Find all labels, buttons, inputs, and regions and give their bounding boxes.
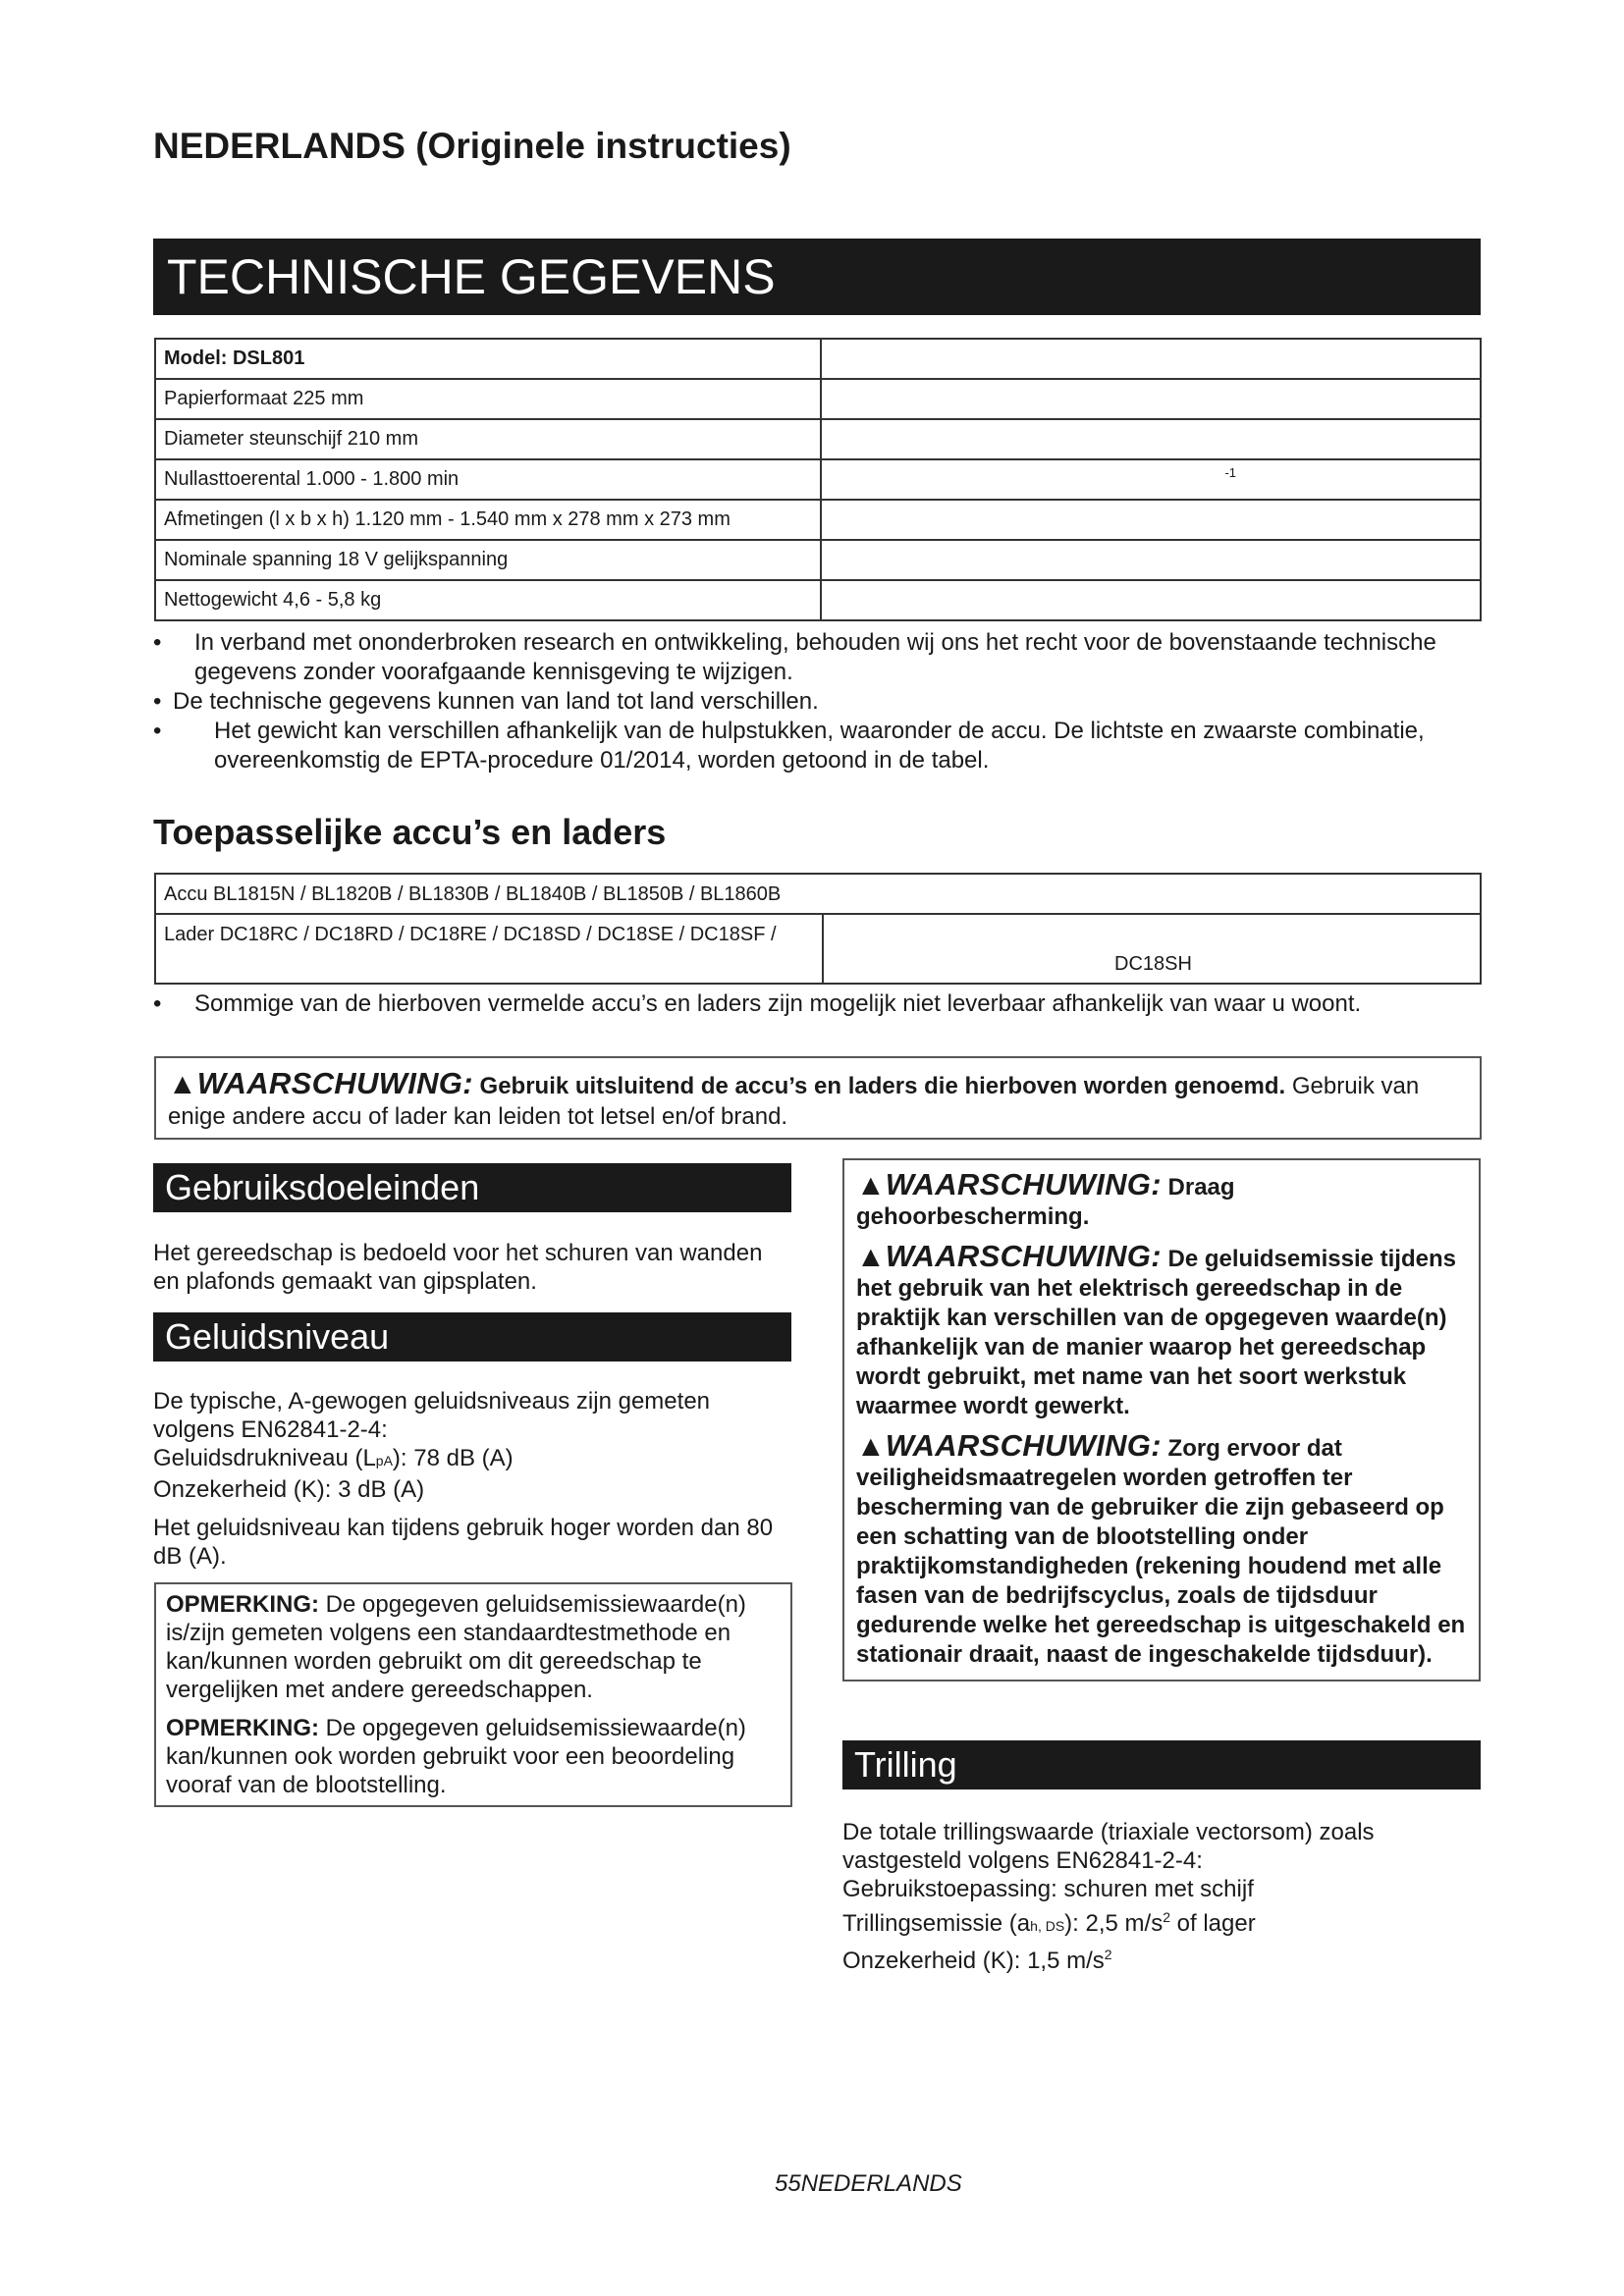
noise-intro: De typische, A-gewogen geluidsniveaus zijn gemeten volgens EN62841-2-4:: [153, 1388, 711, 1443]
noise-warnings: [842, 1158, 1481, 1682]
spec-cell: Nominale spanning 18 V gelijkspanning: [155, 540, 821, 580]
list-item: • De technische gegevens kunnen van land tot land verschillen.: [153, 687, 1481, 717]
spec-cell: Nettogewicht 4,6 - 5,8 kg: [155, 580, 821, 620]
spec-cell: Papierformaat 225 mm: [155, 379, 821, 419]
warning-triangle-icon: ▲: [168, 1068, 197, 1100]
warning-text: Gebruik van enige andere accu of lader kan leiden tot letsel en/of brand.: [168, 1073, 1420, 1130]
warning-bold-text: Gebruik uitsluitend de accu’s en laders die hierboven worden genoemd.: [479, 1073, 1286, 1099]
accu-cell: Accu BL1815N / BL1820B / BL1830B / BL1840B / BL1850B / BL1860B: [155, 874, 1481, 914]
lader-extra: DC18SH: [1114, 953, 1192, 975]
model-cell: Model: DSL801: [155, 339, 821, 379]
noise-pressure: [153, 1444, 782, 1475]
warning-label: WAARSCHUWING:: [885, 1167, 1162, 1201]
warning-triangle-icon: ▲: [856, 1169, 886, 1201]
note-2: [166, 1714, 781, 1799]
vibration-title: Trilling: [842, 1740, 1481, 1789]
language-title: NEDERLANDS (Originele instructies): [153, 126, 791, 166]
emission-label: Trillingsemissie (a: [842, 1910, 1031, 1937]
list-item: • In verband met ononderbroken research en ontwikkeling, behouden wij ons het recht voor de bovenstaande technische gegevens zonder voorafgaande kennisgeving te wijzigen.: [153, 628, 1481, 687]
intended-use-text: Het gereedschap is bedoeld voor het schuren van wanden en plafonds gemaakt van gipsplaten.: [153, 1240, 763, 1295]
emission-sub: h, DS: [1030, 1918, 1065, 1934]
table-row: [155, 914, 1481, 984]
emission-suffix: of lager: [1170, 1910, 1256, 1937]
specs-notes: [153, 628, 1481, 775]
emission-sup: 2: [1163, 1909, 1170, 1925]
specs-table: [154, 338, 1482, 621]
lader-cell: Lader DC18RC / DC18RD / DC18RE / DC18SD / DC18SE / DC18SF /: [155, 914, 823, 984]
note-1-label: OPMERKING:: [166, 1591, 319, 1618]
warning-text: Draag gehoorbescherming.: [856, 1174, 1235, 1230]
noise-pressure-sub: pA: [375, 1453, 393, 1468]
list-item: • Sommige van de hierboven vermelde accu’s en laders zijn mogelijk niet leverbaar afhankelijk van waar u woont.: [153, 989, 1481, 1019]
battery-warning: [154, 1056, 1482, 1140]
noise-block: [153, 1387, 782, 1571]
uncertainty-sup: 2: [1104, 1947, 1112, 1962]
warning-label: WAARSCHUWING:: [885, 1428, 1162, 1463]
noise-notes: [154, 1582, 792, 1807]
note-2-text: De opgegeven geluidsemissiewaarde(n) kan/kunnen ook worden gebruikt voor een beoordeling vooraf van de blootstelling.: [166, 1715, 746, 1798]
specs-title: TECHNISCHE GEGEVENS: [153, 239, 1481, 315]
note-2-label: OPMERKING:: [166, 1715, 319, 1741]
warning-triangle-icon: ▲: [856, 1241, 886, 1273]
table-row: [155, 459, 1481, 500]
noise-pressure-label: Geluidsdrukniveau (L: [153, 1445, 376, 1471]
vibration-intro: De totale trillingswaarde (triaxiale vectorsom) zoals vastgesteld volgens EN62841-2-4:: [842, 1819, 1375, 1874]
warning-label: WAARSCHUWING:: [196, 1066, 473, 1100]
list-item: • Het gewicht kan verschillen afhankelijk van de hulpstukken, waaronder de accu. De lichtste en zwaarste combinatie, overeenkomstig de EPTA-procedure 01/2014, worden getoond in de tabel.: [153, 717, 1481, 775]
table-row: [155, 874, 1481, 914]
batteries-title: Toepasselijke accu’s en laders: [153, 812, 667, 852]
warning-text: De geluidsemissie tijdens het gebruik van het elektrisch gereedschap in de praktijk kan verschillen van de opgegeven waarde(n) afhankelijk van de manier waarop het gereedschap wordt gebruikt, met name van het soort werkstuk waarmee wordt gewerkt.: [856, 1246, 1456, 1419]
noise-higher: Het geluidsniveau kan tijdens gebruik hoger worden dan 80 dB (A).: [153, 1515, 774, 1570]
warning-label: WAARSCHUWING:: [885, 1239, 1162, 1273]
warning-hearing: [856, 1167, 1467, 1232]
warning-safety: [856, 1428, 1467, 1670]
noise-uncertainty: Onzekerheid (K): 3 dB (A): [153, 1476, 425, 1503]
uncertainty-label: Onzekerheid (K): 1,5 m/s: [842, 1948, 1105, 1974]
noise-pressure-value: ): 78 dB (A): [392, 1445, 514, 1471]
page-footer: 55NEDERLANDS: [775, 2170, 962, 2197]
rpm-superscript: -1: [1224, 465, 1236, 480]
table-row: [155, 540, 1481, 580]
table-row: [155, 339, 1481, 379]
vibration-uncertainty: [842, 1941, 1471, 1975]
vibration-mode: Gebruikstoepassing: schuren met schijf: [842, 1876, 1254, 1902]
table-row: [155, 500, 1481, 540]
spec-cell: Afmetingen (l x b x h) 1.120 mm - 1.540 mm x 278 mm x 273 mm: [155, 500, 821, 540]
spec-cell: Diameter steunschijf 210 mm: [155, 419, 821, 459]
vibration-emission: [842, 1903, 1471, 1941]
batteries-notes: [153, 989, 1481, 1019]
table-row: [155, 419, 1481, 459]
noise-title: Geluidsniveau: [153, 1312, 791, 1362]
warning-text: Zorg ervoor dat veiligheidsmaatregelen worden getroffen ter bescherming van de gebruiker die zijn gebaseerd op een schatting van de blootstelling onder praktijkomstandigheden (rekening houdend met alle fasen van de bedrijfscyclus, zoals de tijdsduur gedurende welke het gereedschap is uitgeschakeld en stationair draait, naast de ingeschakelde tijdsduur).: [856, 1435, 1466, 1668]
spec-cell: Nullasttoerental 1.000 - 1.800 min: [155, 459, 821, 500]
note-1-text: De opgegeven geluidsemissiewaarde(n) is/zijn gemeten volgens een standaardtestmethode en kan/kunnen worden gebruikt om dit gereedschap te vergelijken met andere gereedschappen.: [166, 1591, 746, 1703]
batteries-table: [154, 873, 1482, 985]
emission-value: ): 2,5 m/s: [1064, 1910, 1164, 1937]
table-row: [155, 580, 1481, 620]
table-row: [155, 379, 1481, 419]
note-1: [166, 1590, 781, 1704]
warning-triangle-icon: ▲: [856, 1430, 886, 1463]
vibration-block: [842, 1818, 1471, 1975]
intended-use-title: Gebruiksdoeleinden: [153, 1163, 791, 1212]
warning-emission: [856, 1239, 1467, 1421]
